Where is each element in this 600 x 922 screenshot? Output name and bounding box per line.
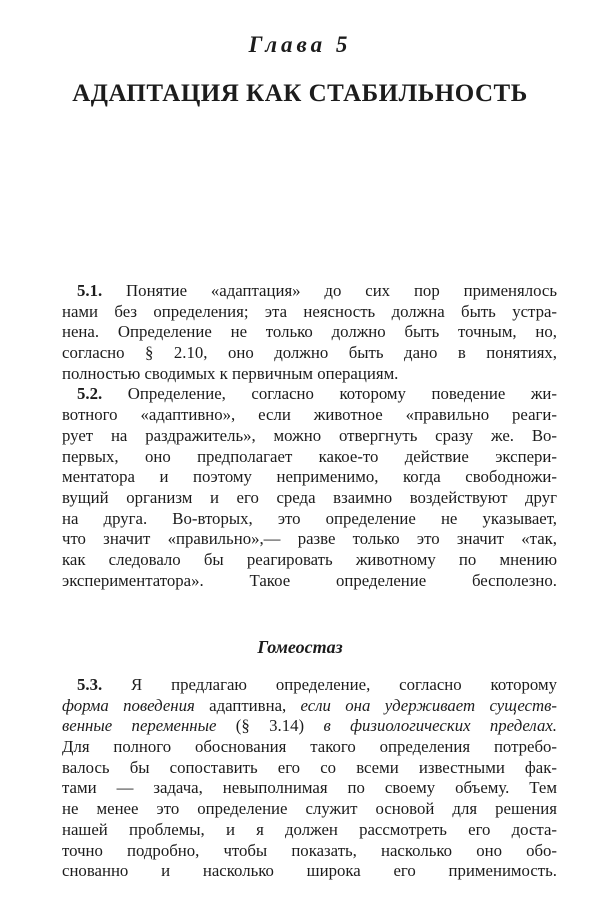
text-line: полностью сводимых к первичным операциям. [62,363,399,383]
text-line: валось бы сопоставить его со всеми известными фак- [62,757,557,777]
italic-text: если она удерживает существ- [300,695,557,715]
line-text: адаптивна, [194,695,301,715]
text-line: что значит «правильно»,— разве только это значит «так, [62,529,557,549]
paragraph-number: 5.2. [77,384,103,404]
text-line: первых, оно предполагает какое-то действие экспери- [62,446,557,466]
text-line: на друга. Во-вторых, это определение не указывает, [62,508,557,528]
line-text: Понятие «адаптация» до сих пор применялось [102,281,557,300]
text-line: рует на раздражитель», можно отвергнуть сразу же. Во- [62,425,557,445]
text-line: ментатора и поэтому неприменимо, когда свободножи- [62,467,557,487]
text-line: нами без определения; эта неясность должна быть устра- [62,301,557,321]
line-text: Определение, согласно которому поведение жи- [102,384,557,404]
italic-text: форма поведения [62,695,195,715]
text-line [62,281,557,302]
text-line: тами — задача, невыполнимая по своему объему. Тем [62,778,557,798]
text-line [62,384,557,405]
text-line [62,696,557,717]
italic-text: венные переменные [62,716,217,736]
text-line: Для полного обоснования такого определения потребо- [62,737,557,757]
line-text: (§ 3.14) [216,716,324,736]
line-text: Я предлагаю определение, согласно которому [102,675,557,694]
chapter-title: АДАПТАЦИЯ КАК СТАБИЛЬНОСТЬ [72,80,528,107]
italic-text: в физиологических пределах. [323,716,557,736]
paragraphs-5-1-5-2 [62,281,557,591]
section-heading: Гомеостаз [257,637,343,657]
text-line: не менее это определение служит основой для решения [62,799,557,819]
text-line: согласно § 2.10, оно должно быть дано в понятиях, [62,343,557,363]
text-line: вущий организм и его среда взаимно воздействуют друг [62,487,557,507]
paragraph-number: 5.3. [77,675,103,694]
text-line: нашей проблемы, и я должен рассмотреть его доста- [62,819,557,839]
paragraph-number: 5.1. [77,281,103,300]
text-line [62,716,557,737]
text-line: снованно и насколько широка его применимость. [62,861,557,881]
text-line: точно подробно, чтобы показать, насколько оно обо- [62,840,557,860]
text-line: как следовало бы реагировать животному по мнению [62,549,557,569]
text-line: вотного «адаптивно», если животное «правильно реаги- [62,405,557,425]
chapter-label: Глава 5 [248,32,352,57]
paragraph-5-3 [62,675,557,882]
text-line [62,675,557,696]
text-line: нена. Определение не только должно быть точным, но, [62,322,557,342]
text-line: экспериментатора». Такое определение бесполезно. [62,570,557,590]
